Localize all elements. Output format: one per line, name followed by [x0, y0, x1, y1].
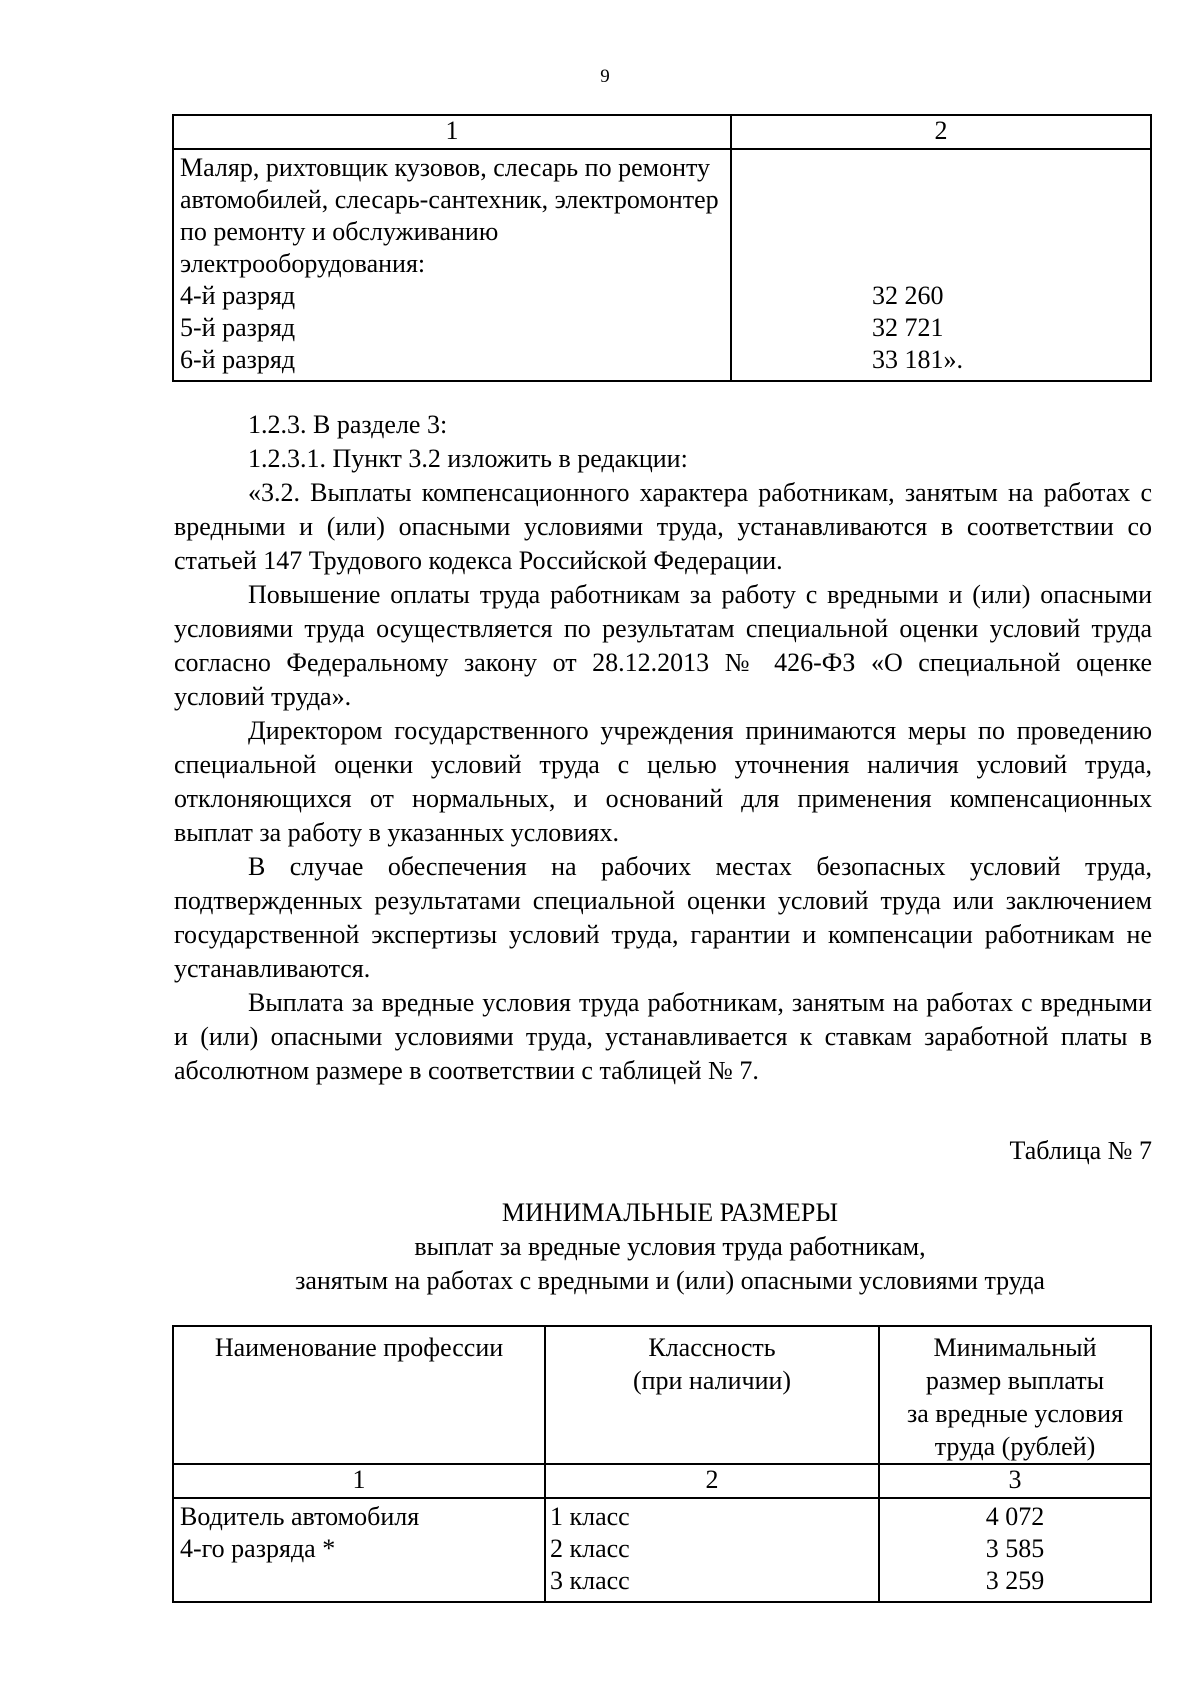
header-text: Классность	[648, 1333, 776, 1362]
profession-cell	[173, 149, 731, 381]
page-number: 9	[600, 66, 610, 87]
class-cell	[545, 1498, 879, 1602]
amount-value: 3 259	[985, 1566, 1045, 1595]
profession-cell	[173, 1498, 545, 1602]
salary-value: 32 721	[872, 313, 944, 342]
column-number-3: 3	[879, 1464, 1151, 1498]
header-profession	[173, 1326, 545, 1464]
subtitle-line: выплат за вредные условия труда работникам,	[414, 1232, 926, 1261]
paragraph-section-ref: 1.2.3. В разделе 3:	[248, 410, 448, 439]
column-number-1: 1	[173, 115, 731, 149]
header-text: размер выплаты	[925, 1366, 1105, 1395]
table-row	[173, 1498, 1151, 1602]
table-header-row	[173, 115, 1151, 149]
amount-cell	[879, 1498, 1151, 1602]
paragraph-pay-increase: Повышение оплаты труда работникам за работу с вредными и (или) опасными условиями труда осуществляется по результатам специальной оценки условий труда согласно Федеральному закону от 28.12.2013 № 426-ФЗ «О специальной оценке условий труда».	[174, 580, 1152, 711]
profession-line: электрооборудования:	[180, 249, 426, 278]
table-title	[220, 1196, 1120, 1298]
hazard-pay-table	[172, 1325, 1152, 1603]
header-payment	[879, 1326, 1151, 1464]
wage-table-continuation	[172, 114, 1152, 382]
header-text: за вредные условия	[906, 1399, 1124, 1428]
column-number-2: 2	[545, 1464, 879, 1498]
column-number-row	[173, 1464, 1151, 1498]
salary-value: 32 260	[872, 281, 944, 310]
profession-line: Водитель автомобиля	[180, 1502, 420, 1531]
column-number-2: 2	[731, 115, 1151, 149]
title-line: МИНИМАЛЬНЫЕ РАЗМЕРЫ	[501, 1198, 839, 1227]
class-label: 1 класс	[550, 1502, 630, 1531]
profession-line: по ремонту и обслуживанию	[180, 217, 499, 246]
paragraph-payment: Выплата за вредные условия труда работникам, занятым на работах с вредными и (или) опасными условиями труда, устанавливается к ставкам заработной платы в абсолютном размере в соответствии с таблицей № 7.	[174, 988, 1152, 1085]
subtitle-line: занятым на работах с вредными и (или) опасными условиями труда	[295, 1266, 1045, 1295]
class-label: 3 класс	[550, 1566, 630, 1595]
profession-line: 4-го разряда *	[180, 1534, 336, 1563]
profession-line: автомобилей, слесарь-сантехник, электромонтер	[180, 185, 719, 214]
class-label: 2 класс	[550, 1534, 630, 1563]
header-text: Наименование профессии	[214, 1333, 504, 1362]
column-number-1: 1	[173, 1464, 545, 1498]
header-text: труда (рублей)	[934, 1432, 1096, 1461]
profession-line: Маляр, рихтовщик кузовов, слесарь по ремонту	[180, 153, 711, 182]
table-row	[173, 149, 1151, 381]
header-text: (при наличии)	[632, 1366, 792, 1395]
amount-value: 3 585	[985, 1534, 1045, 1563]
amount-value: 4 072	[985, 1502, 1045, 1531]
header-text: Минимальный	[933, 1333, 1097, 1362]
paragraph-director: Директором государственного учреждения принимаются меры по проведению специальной оценки условий труда с целью уточнения наличия условий труда, отклоняющихся от нормальных, и оснований для применения компенсационных выплат за работу в указанных условиях.	[174, 716, 1152, 847]
salary-value: 33 181».	[872, 345, 963, 374]
table-header-row	[173, 1326, 1151, 1464]
table-label: Таблица № 7	[1009, 1136, 1152, 1165]
grade-label: 6-й разряд	[180, 345, 296, 374]
paragraph-clause-ref: 1.2.3.1. Пункт 3.2 изложить в редакции:	[248, 444, 688, 473]
grade-label: 4-й разряд	[180, 281, 296, 310]
grade-label: 5-й разряд	[180, 313, 296, 342]
salary-cell	[731, 149, 1151, 381]
paragraph-3-2: «3.2. Выплаты компенсационного характера работникам, занятым на работах с вредными и (или) опасными условиями труда, устанавливаются в соответствии со статьей 147 Трудового кодекса Российской Федерации.	[174, 478, 1152, 575]
header-class	[545, 1326, 879, 1464]
paragraph-safe-conditions: В случае обеспечения на рабочих местах безопасных условий труда, подтвержденных результатами специальной оценки условий труда или заключением государственной экспертизы условий труда, гарантии и компенсации работникам не устанавливаются.	[174, 852, 1152, 983]
